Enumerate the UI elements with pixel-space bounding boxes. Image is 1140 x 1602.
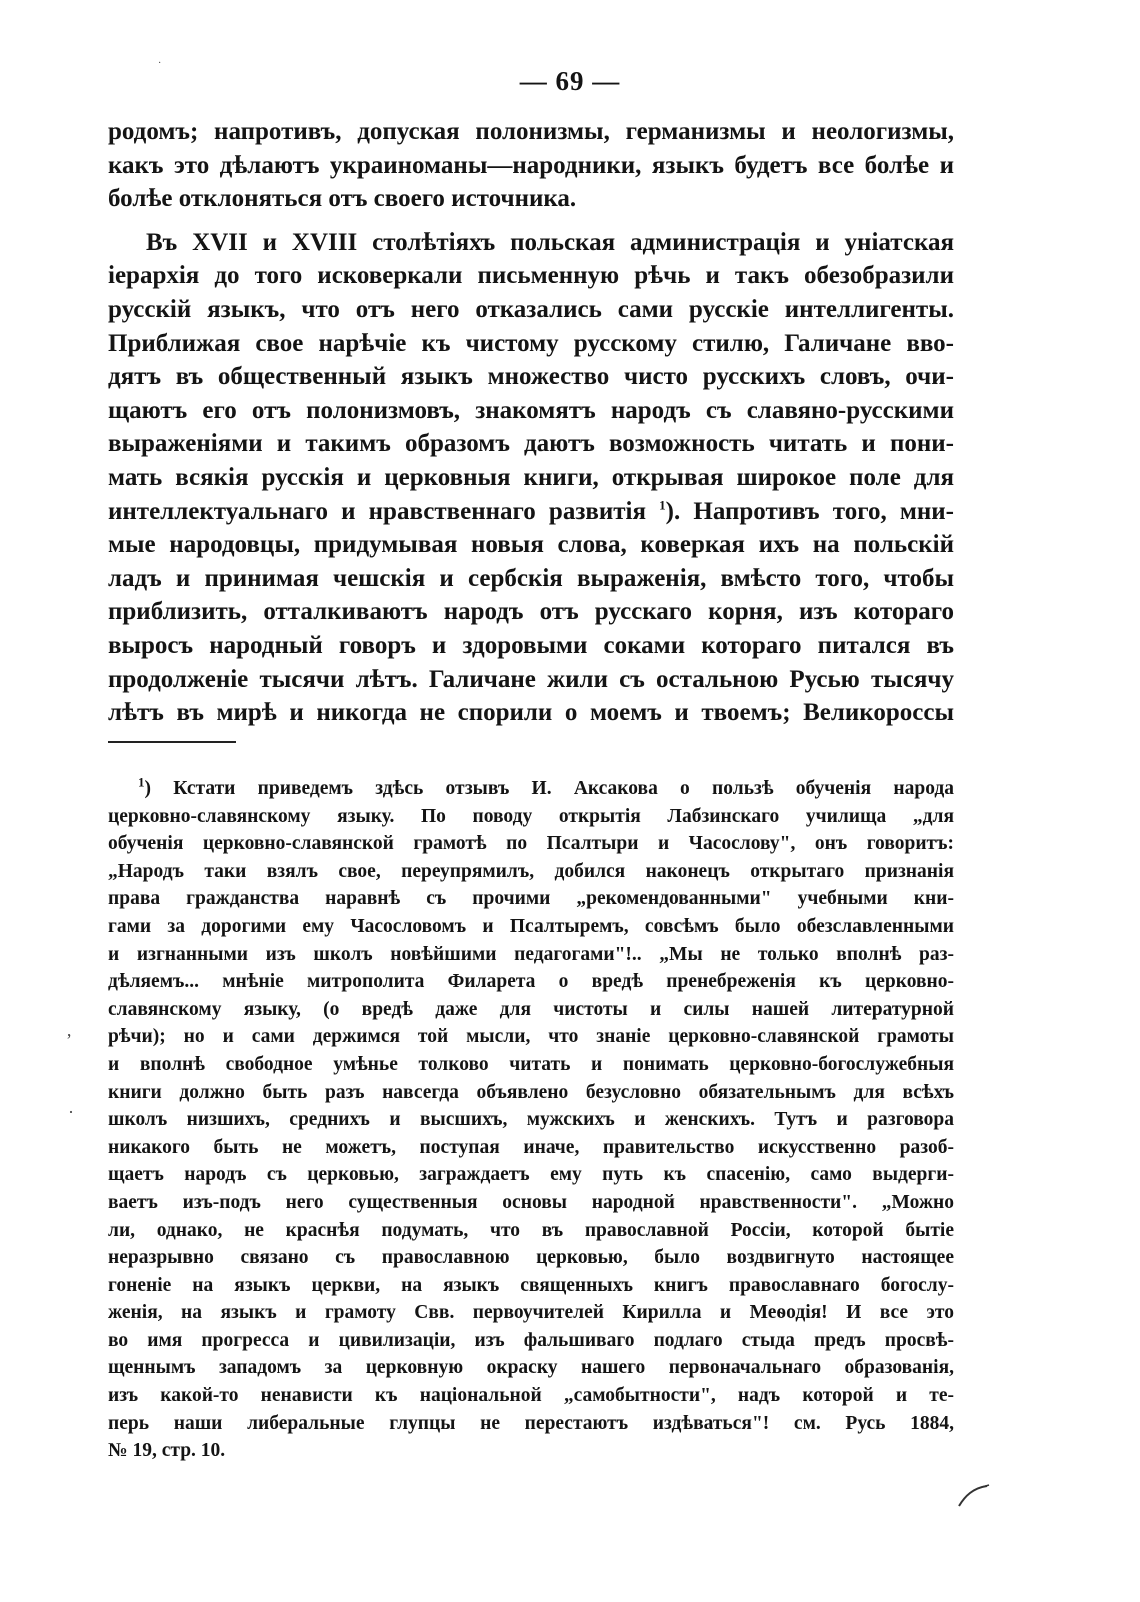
- footnote-line: ваетъ изъ-подъ него существенныя основы народной нравственности". „Можно: [108, 1191, 954, 1213]
- scan-speck: ·: [68, 1102, 74, 1122]
- text-fragment: интеллектуальнаго и нравственнаго развитія: [108, 497, 647, 525]
- text-line-with-footnote: [108, 495, 954, 529]
- footnote-line: ли, однако, не краснѣя подумать, что въ православной Россіи, которой бытіе: [108, 1219, 954, 1241]
- text-line: какъ это дѣлаютъ украиноманы—народники, языкъ будетъ все болѣе и: [108, 151, 954, 179]
- pencil-mark: [955, 1480, 995, 1510]
- footnote-line: и изгнанными изъ школъ новѣйшими педагогами"!.. „Мы не только вполнѣ раз-: [108, 943, 954, 965]
- footnote-line: щеннымъ западомъ за церковную окраску нашего первоначальнаго образованія,: [108, 1357, 954, 1379]
- footnote-ref[interactable]: 1: [659, 497, 666, 513]
- scan-speck: ·: [158, 58, 162, 69]
- footnote-line: перь наши либеральные глупцы не перестаютъ издѣваться"! см. Русь 1884,: [108, 1412, 954, 1434]
- footnote-line: обученія церковно-славянской грамотѣ по Псалтыри и Часослову", онъ говоритъ:: [108, 833, 954, 855]
- text-line: іерархія до того исковеркали письменную рѣчь и такъ обезобразили: [108, 262, 954, 290]
- footnote-divider: [108, 741, 236, 743]
- text-line: щаютъ его отъ полонизмовъ, знакомятъ народъ съ славяно-русскими: [108, 396, 954, 424]
- footnote-line: щаетъ народъ съ церковью, заграждаетъ ему путь къ спасенію, само выдерги-: [108, 1164, 954, 1186]
- footnote-line: [108, 775, 954, 803]
- scan-speck: ʼ: [66, 1030, 72, 1050]
- footnote-line: книги должно быть разъ навсегда объявлено безусловно обязательнымъ для всѣхъ: [108, 1081, 954, 1103]
- text-line: дятъ въ общественный языкъ множество чисто русскихъ словъ, очи-: [108, 363, 954, 391]
- text-fragment: ). Напротивъ того, мни-: [665, 497, 954, 525]
- text-line: русскій языкъ, что отъ него отказались сами русскіе интеллигенты.: [108, 295, 954, 323]
- footnote-line: „Народъ таки взялъ свое, переупрямилъ, добился наконецъ открытаго признанія: [108, 860, 954, 882]
- footnote-line: дѣляемъ... мнѣніе митрополита Филарета о вредѣ пренебреженія къ церковно-: [108, 971, 954, 993]
- text-line: болѣе отклоняться отъ своего источника.: [108, 185, 577, 213]
- footnote-line: права гражданства наравнѣ съ прочими „рекомендованными" учебными кни-: [108, 888, 954, 910]
- footnote-line: неразрывно связано съ православною церковью, было воздвигнуто настоящее: [108, 1247, 954, 1269]
- footnote-line: никакого быть не можетъ, поступая иначе, правительство искусственно разоб-: [108, 1136, 954, 1158]
- paragraph-gap: [108, 216, 954, 226]
- footnote-line: гами за дорогими ему Часословомъ и Псалтыремъ, совсѣмъ было обезславленными: [108, 915, 954, 937]
- text-line: лѣтъ въ мирѣ и никогда не спорили о моемъ и твоемъ; Великороссы: [108, 699, 954, 727]
- footnote-line: женія, на языкъ и грамоту Свв. первоучителей Кирилла и Меѳодія! И все это: [108, 1302, 954, 1324]
- text-line: приблизить, отталкиваютъ народъ отъ русскаго корня, изъ котораго: [108, 598, 954, 626]
- text-line: мать всякія русскія и церковныя книги, открывая широкое поле для: [108, 463, 954, 491]
- text-line: родомъ; напротивъ, допуская полонизмы, германизмы и неологизмы,: [108, 118, 954, 145]
- footnote-line: изъ какой-то ненависти къ національной „самобытности", надъ которой и те-: [108, 1385, 954, 1407]
- text-line: ладъ и принимая чешскія и сербскія выраженія, вмѣсто того, чтобы: [108, 564, 954, 592]
- main-text: [108, 115, 954, 730]
- footnote: [108, 775, 954, 1465]
- text-line: Въ XVII и XVIII столѣтіяхъ польская администрація и уніатская: [146, 228, 954, 256]
- text-line: Приближая свое нарѣчіе къ чистому русскому стилю, Галичане вво-: [108, 329, 954, 357]
- footnote-line: школъ низшихъ, среднихъ и высшихъ, мужскихъ и женскихъ. Тутъ и разговора: [108, 1109, 954, 1131]
- footnote-line: № 19, стр. 10.: [108, 1440, 226, 1462]
- footnote-line: и вполнѣ свободное умѣнье толково читать и понимать церковно-богослужебныя: [108, 1053, 954, 1075]
- footnote-line: рѣчи); но и сами держимся той мысли, что знаніе церковно-славянской грамоты: [108, 1026, 954, 1048]
- text-line: выраженіями и такимъ образомъ даютъ возможность читать и пони-: [108, 430, 954, 458]
- text-line: выросъ народный говоръ и здоровыми соками котораго питался въ: [108, 631, 954, 659]
- footnote-fragment: ) Кстати приведемъ здѣсь отзывъ И. Аксакова о пользѣ обученія народа: [144, 778, 954, 799]
- footnote-marker: 1: [138, 775, 145, 790]
- footnote-line: гоненіе на языкъ церкви, на языкъ священныхъ книгъ православнаго богослу-: [108, 1274, 954, 1296]
- text-line: мые народовцы, придумывая новыя слова, коверкая ихъ на польскій: [108, 531, 954, 559]
- page-number: — 69 —: [519, 66, 621, 96]
- footnote-line: славянскому языку, (о вредѣ даже для чистоты и силы нашей литературной: [108, 998, 954, 1020]
- footnote-line: во имя прогресса и цивилизаціи, изъ фальшиваго подлаго стыда предъ просвѣ-: [108, 1329, 954, 1351]
- footnote-line: церковно-славянскому языку. По поводу открытія Лабзинскаго училища „для: [108, 805, 954, 827]
- text-line: продолженіе тысячи лѣтъ. Галичане жили съ остальною Русью тысячу: [108, 665, 954, 693]
